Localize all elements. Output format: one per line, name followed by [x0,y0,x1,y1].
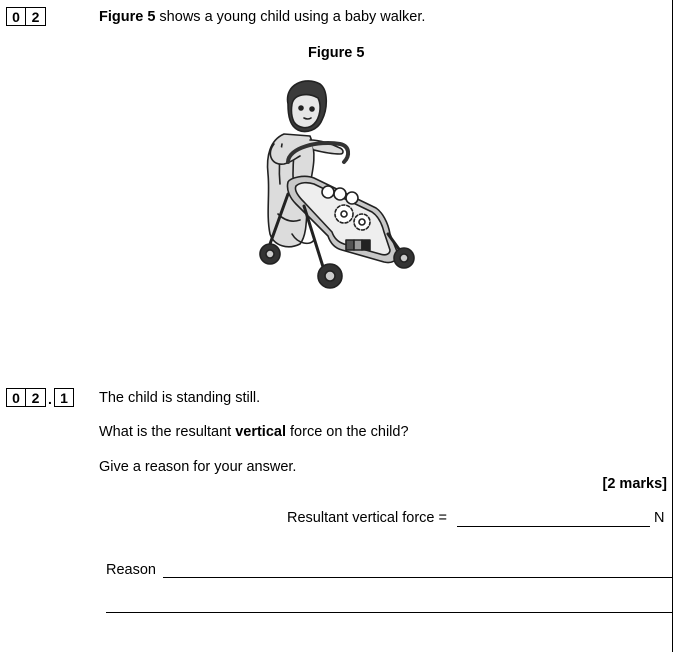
figure-reference: Figure 5 [99,9,156,25]
question-number-digit: 0 [6,7,26,26]
subquestion-number-digit: 1 [54,388,74,407]
child-with-baby-walker-illustration [248,74,428,296]
subquestion-prompt [99,424,409,440]
reason-line[interactable] [163,577,673,578]
subquestion-number-box [6,388,74,407]
question-number-digit: 2 [26,7,46,26]
answer-line[interactable] [457,526,650,527]
reason-line[interactable] [106,612,673,613]
prompt-text: force on the child? [286,424,409,440]
subquestion-number-digit: 0 [6,388,26,407]
question-intro-text: shows a young child using a baby walker. [155,9,426,25]
subquestion-statement: The child is standing still. [99,390,261,406]
subquestion-instruction: Give a reason for your answer. [99,459,297,475]
marks-label: [2 marks] [602,476,667,492]
subquestion-number-separator: . [48,391,52,407]
reason-label: Reason [106,562,156,578]
question-number-box [6,7,46,26]
page-right-border [672,0,673,652]
answer-label: Resultant vertical force = [287,510,447,526]
answer-unit: N [654,510,665,526]
figure-caption: Figure 5 [308,45,365,61]
subquestion-number-digit: 2 [26,388,46,407]
question-intro [99,9,425,25]
prompt-emphasis: vertical [235,424,286,440]
prompt-text: What is the resultant [99,424,236,440]
